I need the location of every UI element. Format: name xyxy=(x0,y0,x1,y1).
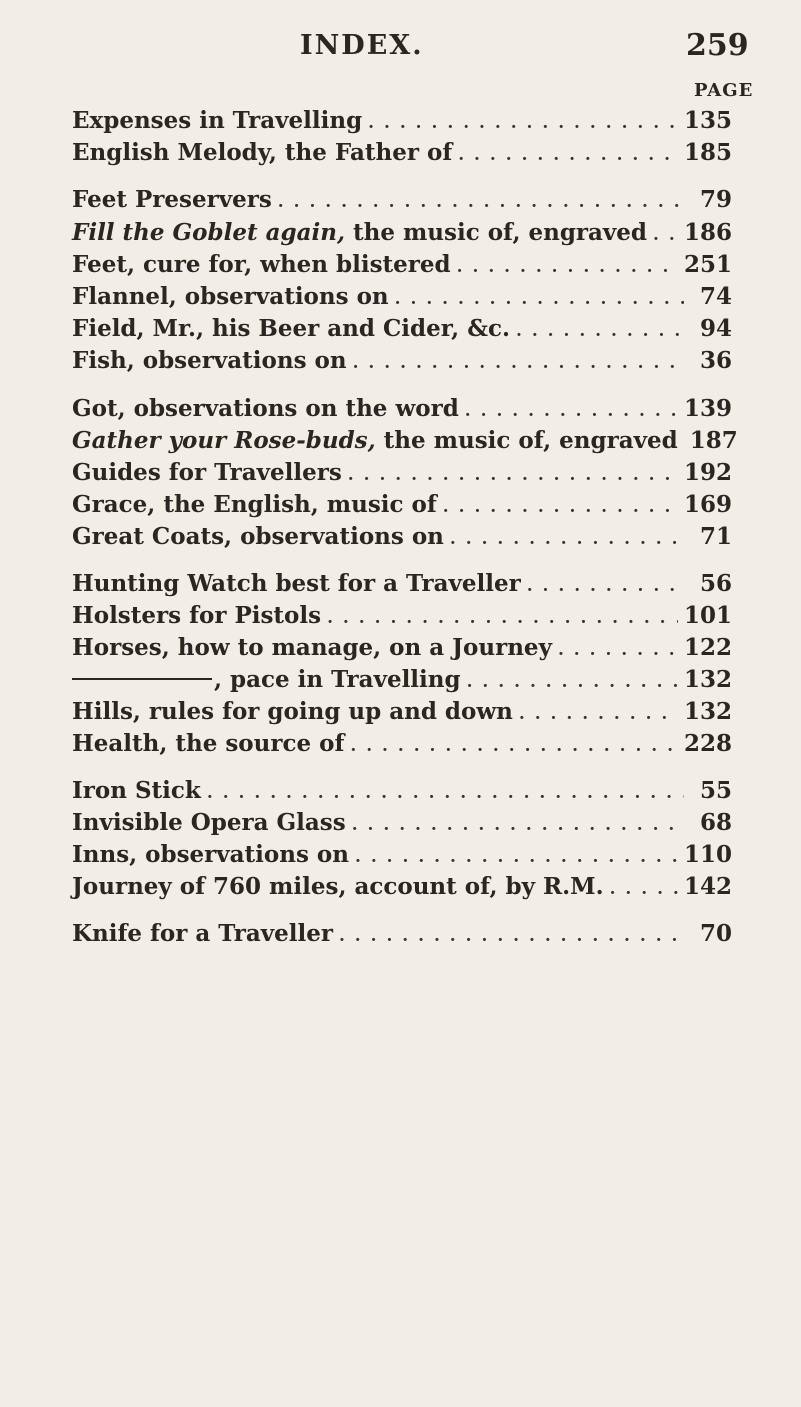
entry-label: Journey of 760 miles, account of, by R.M. xyxy=(72,873,604,900)
entry-label: Guides for Travellers xyxy=(72,459,342,486)
entry-page-number: 192 xyxy=(683,459,732,486)
entry-page-number: 56 xyxy=(699,570,732,597)
entry-label: Expenses in Travelling xyxy=(72,107,363,134)
dot-leader xyxy=(339,926,684,946)
entry-label: Health, the source of xyxy=(72,730,345,757)
entry-text xyxy=(72,459,342,486)
index-entry xyxy=(72,491,732,523)
entry-label: the music of, engraved xyxy=(344,219,648,246)
index-entry xyxy=(72,219,732,251)
entry-page-number: 186 xyxy=(683,219,732,246)
dot-leader xyxy=(395,289,684,309)
entry-text xyxy=(72,666,461,693)
index-entry xyxy=(72,809,732,841)
entry-label: Horses, how to manage, on a Journey xyxy=(72,634,552,661)
dot-leader xyxy=(558,640,678,660)
dot-leader xyxy=(443,497,678,517)
entry-page-number: 139 xyxy=(683,395,732,422)
entry-page-number: 228 xyxy=(683,730,732,757)
entry-page-number: 110 xyxy=(683,841,732,868)
index-entry xyxy=(72,523,732,555)
entry-text xyxy=(72,427,678,454)
entry-text xyxy=(72,219,647,246)
page-column-label: PAGE xyxy=(694,80,754,101)
entry-page-number: 135 xyxy=(683,107,732,134)
entry-text xyxy=(72,920,333,947)
entry-text xyxy=(72,730,344,757)
entry-page-number: 185 xyxy=(683,139,732,166)
entry-text xyxy=(72,315,510,342)
index-entry xyxy=(72,602,732,634)
entry-text xyxy=(72,283,389,310)
dot-leader xyxy=(457,257,678,277)
entry-page-number: 55 xyxy=(699,777,732,804)
entry-label: Hunting Watch best for a Traveller xyxy=(72,570,521,597)
ditto-dash xyxy=(72,678,212,680)
entry-label: Got, observations on the word xyxy=(72,395,459,422)
page-title: INDEX. xyxy=(300,30,424,61)
index-entry xyxy=(72,283,732,315)
entry-text xyxy=(72,777,201,804)
entry-page-number: 122 xyxy=(683,634,732,661)
entry-page-number: 132 xyxy=(683,666,732,693)
dot-leader xyxy=(368,113,678,133)
entry-page-number: 36 xyxy=(699,347,732,374)
index-entry xyxy=(72,186,732,218)
entry-page-number: 101 xyxy=(683,602,732,629)
entry-label: Flannel, observations on xyxy=(72,283,389,310)
entry-label: English Melody, the Father of xyxy=(72,139,453,166)
entry-title-italic: Fill the Goblet again, xyxy=(72,219,345,246)
entry-label: Grace, the English, music of xyxy=(72,491,437,518)
entry-page-number: 169 xyxy=(683,491,732,518)
entry-text xyxy=(72,395,459,422)
dot-leader xyxy=(527,576,684,596)
entry-text xyxy=(72,251,451,278)
index-entry xyxy=(72,777,732,809)
entry-text xyxy=(72,841,349,868)
dot-leader xyxy=(352,815,684,835)
entry-text xyxy=(72,491,437,518)
entry-label: Holsters for Pistols xyxy=(72,602,322,629)
entry-page-number: 70 xyxy=(699,920,732,947)
dot-leader xyxy=(450,529,684,549)
dot-leader xyxy=(355,847,678,867)
index-entry xyxy=(72,666,732,698)
entry-page-number: 71 xyxy=(699,523,732,550)
entry-page-number: 94 xyxy=(699,315,732,342)
dot-leader xyxy=(350,736,678,756)
entry-text xyxy=(72,634,552,661)
dot-leader xyxy=(458,145,678,165)
entry-text xyxy=(72,570,521,597)
entry-text xyxy=(72,873,604,900)
index-entry xyxy=(72,315,732,347)
dot-leader xyxy=(610,879,678,899)
dot-leader xyxy=(278,192,684,212)
entry-label: , pace in Travelling xyxy=(214,666,461,693)
entry-label: Hills, rules for going up and down xyxy=(72,698,513,725)
entry-label: Iron Stick xyxy=(72,777,201,804)
entry-text xyxy=(72,523,444,550)
dot-leader xyxy=(353,353,684,373)
dot-leader xyxy=(653,225,678,245)
entry-text xyxy=(72,186,272,213)
entry-text xyxy=(72,107,362,134)
entry-text xyxy=(72,698,513,725)
dot-leader xyxy=(519,704,678,724)
entry-label: Feet, cure for, when blistered xyxy=(72,251,451,278)
index-entry xyxy=(72,920,732,952)
page-number: 259 xyxy=(686,28,749,63)
entry-page-number: 251 xyxy=(683,251,732,278)
entry-page-number: 79 xyxy=(699,186,732,213)
index-entry xyxy=(72,873,732,905)
dot-leader xyxy=(516,321,684,341)
entry-page-number: 187 xyxy=(689,427,738,454)
index-entry xyxy=(72,841,732,873)
entry-title-italic: Gather your Rose-buds, xyxy=(72,427,376,454)
dot-leader xyxy=(465,401,678,421)
entry-text xyxy=(72,809,346,836)
index-entry xyxy=(72,251,732,283)
index-entry xyxy=(72,634,732,666)
index-entry xyxy=(72,347,732,379)
entry-label: the music of, engraved xyxy=(375,427,678,454)
entry-page-number: 74 xyxy=(699,283,732,310)
entry-page-number: 68 xyxy=(699,809,732,836)
dot-leader xyxy=(327,608,678,628)
index-entry xyxy=(72,570,732,602)
entry-text xyxy=(72,347,347,374)
entry-label: Inns, observations on xyxy=(72,841,349,868)
dot-leader xyxy=(467,672,678,692)
page-header xyxy=(0,30,801,70)
entry-label: Feet Preservers xyxy=(72,186,272,213)
entry-page-number: 132 xyxy=(683,698,732,725)
entry-text xyxy=(72,602,321,629)
dot-leader xyxy=(207,783,684,803)
index-entry xyxy=(72,107,732,139)
entry-label: Invisible Opera Glass xyxy=(72,809,346,836)
entry-page-number: 142 xyxy=(683,873,732,900)
entry-label: Knife for a Traveller xyxy=(72,920,333,947)
dot-leader xyxy=(348,465,678,485)
index-entry xyxy=(72,139,732,171)
index-entry xyxy=(72,395,732,427)
index-entry xyxy=(72,730,732,762)
entry-text xyxy=(72,139,452,166)
index-entry xyxy=(72,698,732,730)
entry-label: Fish, observations on xyxy=(72,347,347,374)
entry-label: Great Coats, observations on xyxy=(72,523,444,550)
index-entry xyxy=(72,427,738,459)
index-entry xyxy=(72,459,732,491)
entry-label: Field, Mr., his Beer and Cider, &c. xyxy=(72,315,510,342)
